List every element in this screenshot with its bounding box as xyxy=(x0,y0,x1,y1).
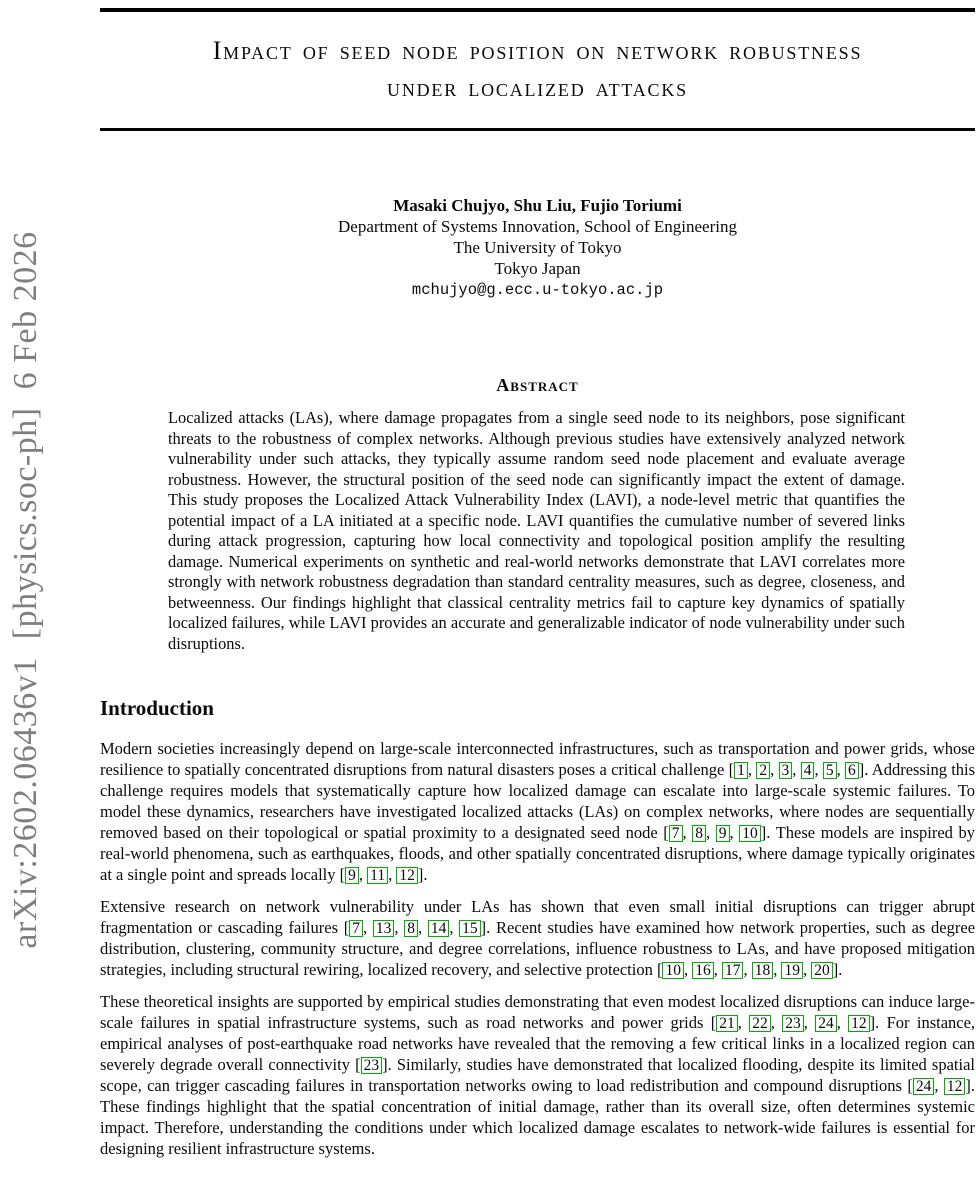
citation-ref[interactable]: 10 xyxy=(662,962,684,979)
citation-ref[interactable]: 21 xyxy=(716,1015,738,1032)
abstract-section xyxy=(100,375,975,654)
citation-ref[interactable]: 13 xyxy=(373,920,395,937)
body-paragraph: These theoretical insights are supported by empirical studies demonstrating that even modest localized disruptions can induce large-scale failures in spatial infrastructure systems, such as road networks and power grids [ 21 , 22 , 23 , 24 , 12 ]. For instance, empirical analyses of post-earthquake road networks have revealed that the removing a few critical links in a localized region can severely degrade overall connectivity [ 23 ]. Similarly, studies have demonstrated that localized flooding, despite its limited spatial scope, can trigger cascading failures in transportation networks owing to load redistribution and compound disruptions [ 24 , 12 ]. These findings highlight that the spatial concentration of initial damage, rather than its overall size, often determines systemic impact. Therefore, understanding the conditions under which localized damage escalates to network-wide failures is essential for designing resilient infrastructure systems. xyxy=(100,992,976,1158)
citation-ref[interactable]: 6 xyxy=(845,762,859,779)
author-email: mchujyo@g.ecc.u-tokyo.ac.jp xyxy=(411,281,664,299)
paper-title xyxy=(100,32,975,106)
citation-ref[interactable]: 1 xyxy=(734,762,748,779)
citation-ref[interactable]: 2 xyxy=(756,762,770,779)
citation-ref[interactable]: 16 xyxy=(692,962,714,979)
citation-ref[interactable]: 9 xyxy=(345,867,359,884)
citation-ref[interactable]: 5 xyxy=(823,762,837,779)
title-rule-top xyxy=(100,8,975,12)
body-paragraph: Modern societies increasingly depend on large-scale interconnected infrastructures, such as transportation and power grids, whose resilience to spatially concentrated disruptions from natural disasters poses a critical challenge [ 1 , 2 , 3 , 4 , 5 , 6 ]. Addressing this challenge requires models that systematically capture how localized damage can escalate into large-scale systemic failures. To model these dynamics, researchers have investigated localized attacks (LAs) on complex networks, where nodes are sequentially removed based on their topological or spatial proximity to a designated seed node [ 7 , 8 , 9 , 10 ]. These models are inspired by real-world phenomena, such as earthquakes, floods, and other spatially concentrated disruptions, where damage typically originates at a single point and spreads locally [ 9 , 11 , 12 ]. xyxy=(100,739,976,884)
author-department: Department of Systems Innovation, School of Engineering xyxy=(338,217,737,236)
citation-ref[interactable]: 8 xyxy=(404,920,418,937)
citation-ref[interactable]: 20 xyxy=(811,962,833,979)
citation-ref[interactable]: 9 xyxy=(716,825,730,842)
citation-ref[interactable]: 18 xyxy=(752,962,774,979)
citation-ref[interactable]: 12 xyxy=(396,867,418,884)
citation-ref[interactable]: 23 xyxy=(782,1015,804,1032)
citation-ref[interactable]: 12 xyxy=(848,1015,870,1032)
title-rule-bottom xyxy=(100,128,975,131)
abstract-text: Localized attacks (LAs), where damage propagates from a single seed node to its neighbors, pose significant threats to the robustness of complex networks. Although previous studies have extensively analyzed network vulnerability under such attacks, they typically assume random seed node placement and evaluate average robustness. However, the structural position of the seed node can significantly impact the extent of damage. This study proposes the Localized Attack Vulnerability Index (LAVI), a node-level metric that quantifies the potential impact of a LA initiated at a specific node. LAVI quantifies the cumulative number of severed links during attack progression, capturing how local connectivity and topological position amplify the resulting damage. Numerical experiments on synthetic and real-world networks demonstrate that LAVI correlates more strongly with network robustness degradation than standard centrality measures, such as degree, closeness, and betweenness. Our findings highlight that classical centrality metrics fail to capture key dynamics of spatially localized failures, while LAVI provides an accurate and generalizable indicator of node vulnerability under such disruptions. xyxy=(168,408,905,653)
citation-ref[interactable]: 7 xyxy=(669,825,683,842)
citation-ref[interactable]: 4 xyxy=(801,762,815,779)
citation-ref[interactable]: 22 xyxy=(749,1015,771,1032)
intro-paragraphs xyxy=(100,738,975,1159)
citation-ref[interactable]: 23 xyxy=(361,1057,383,1074)
title-line-1: Impact of seed node position on network robustness xyxy=(212,36,863,65)
abstract-heading: Abstract xyxy=(496,375,579,395)
citation-ref[interactable]: 3 xyxy=(779,762,793,779)
title-line-2: under localized attacks xyxy=(387,73,688,102)
citation-ref[interactable]: 8 xyxy=(692,825,706,842)
citation-ref[interactable]: 14 xyxy=(428,920,450,937)
citation-ref[interactable]: 12 xyxy=(944,1078,966,1095)
arxiv-watermark: arXiv:2602.06436v1 [physics.soc-ph] 6 Feb 2026 xyxy=(7,231,44,949)
citation-ref[interactable]: 10 xyxy=(739,825,761,842)
paper-content xyxy=(100,0,975,1159)
author-names: Masaki Chujyo, Shu Liu, Fujio Toriumi xyxy=(393,196,682,215)
author-location: Tokyo Japan xyxy=(494,259,581,278)
citation-ref[interactable]: 17 xyxy=(722,962,744,979)
author-block xyxy=(100,195,975,301)
citation-ref[interactable]: 15 xyxy=(459,920,481,937)
body-paragraph: Extensive research on network vulnerability under LAs has shown that even small initial disruptions can trigger abrupt fragmentation or cascading failures [ 7 , 13 , 8 , 14 , 15 ]. Recent studies have examined how network properties, such as degree distribution, clustering, community structure, and degree correlations, influence robustness to LAs, and have proposed mitigation strategies, including structural rewiring, localized recovery, and selective protection [ 10 , 16 , 17 , 18 , 19 , 20 ]. xyxy=(100,897,976,979)
citation-ref[interactable]: 7 xyxy=(349,920,363,937)
citation-ref[interactable]: 19 xyxy=(781,962,803,979)
citation-ref[interactable]: 11 xyxy=(367,867,388,884)
section-heading-introduction: Introduction xyxy=(100,696,214,720)
citation-ref[interactable]: 24 xyxy=(815,1015,837,1032)
citation-ref[interactable]: 24 xyxy=(913,1078,935,1095)
author-university: The University of Tokyo xyxy=(453,238,622,257)
